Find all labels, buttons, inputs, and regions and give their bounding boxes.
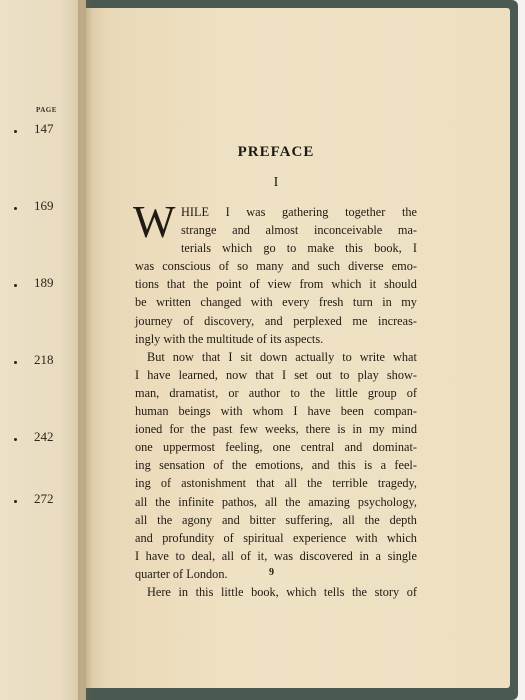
page-number: 9 (269, 567, 274, 578)
drop-cap: W (133, 197, 176, 247)
text-line: be written changed with every fresh turn in my (135, 295, 417, 310)
text-line: ing of astonishment that all the terrible tragedy, (135, 476, 417, 491)
third-paragraph (135, 583, 417, 601)
toc-page-number: 242 (34, 429, 54, 444)
leader-dot (14, 361, 17, 364)
text-line: ioned for the past few weeks, there is in my mind (135, 422, 417, 437)
text-line: tions that the point of view from which it should (135, 277, 417, 292)
opening-paragraph (133, 197, 417, 348)
book-gutter-shadow (78, 0, 92, 700)
toc-entry (0, 429, 86, 449)
toc-entry (0, 352, 86, 372)
page-text (135, 140, 417, 601)
text-line: man, dramatist, or author to the little group of (135, 385, 417, 400)
toc-entry (0, 198, 86, 218)
text-line: But now that I sit down actually to write what (147, 349, 417, 364)
text-line: all the infinite pathos, all the amazing psychology, (135, 494, 417, 509)
text-line: human beings with whom I have been compan- (135, 404, 417, 419)
toc-entry (0, 275, 86, 295)
leader-dot (14, 500, 17, 503)
toc-page-number: 272 (34, 491, 54, 506)
text-line: ing sensation of the emotions, and this is a feel- (135, 458, 417, 473)
leader-dot (14, 284, 17, 287)
toc-page-number: 189 (34, 275, 54, 290)
text-line: was conscious of so many and such diverse emo- (135, 259, 417, 274)
text-line: one uppermost feeling, one central and dominat- (135, 440, 417, 455)
text-line: all the agony and bitter suffering, all the depth (135, 512, 417, 527)
second-paragraph (135, 348, 417, 583)
text-line: I have to deal, all of it, was discovered in a single (135, 548, 417, 563)
text-line: ingly with the multitude of its aspects. (135, 331, 324, 346)
leader-dot (14, 130, 17, 133)
toc-page-number: 169 (34, 198, 54, 213)
leader-dot (14, 207, 17, 210)
toc-entry (0, 491, 86, 511)
left-page (0, 0, 86, 700)
text-line: terials which go to make this book, I (181, 241, 417, 256)
toc-page-number: 147 (34, 121, 54, 136)
text-line: and profundity of spiritual experience with which (135, 530, 417, 545)
section-number: I (273, 175, 279, 190)
text-line: journey of discovery, and perplexed me increas- (135, 313, 417, 328)
text-line: Here in this little book, which tells the story of (147, 584, 417, 599)
toc-entry (0, 121, 86, 141)
toc-page-label: PAGE (36, 106, 57, 114)
text-line: strange and almost inconceivable ma- (181, 223, 417, 238)
toc-page-number: 218 (34, 352, 54, 367)
text-line: quarter of London. (135, 566, 228, 581)
leader-dot (14, 438, 17, 441)
page-title: PREFACE (237, 144, 315, 160)
text-line: HILE I was gathering together the (181, 205, 417, 219)
text-line: I have learned, now that I set out to play show- (135, 367, 417, 382)
